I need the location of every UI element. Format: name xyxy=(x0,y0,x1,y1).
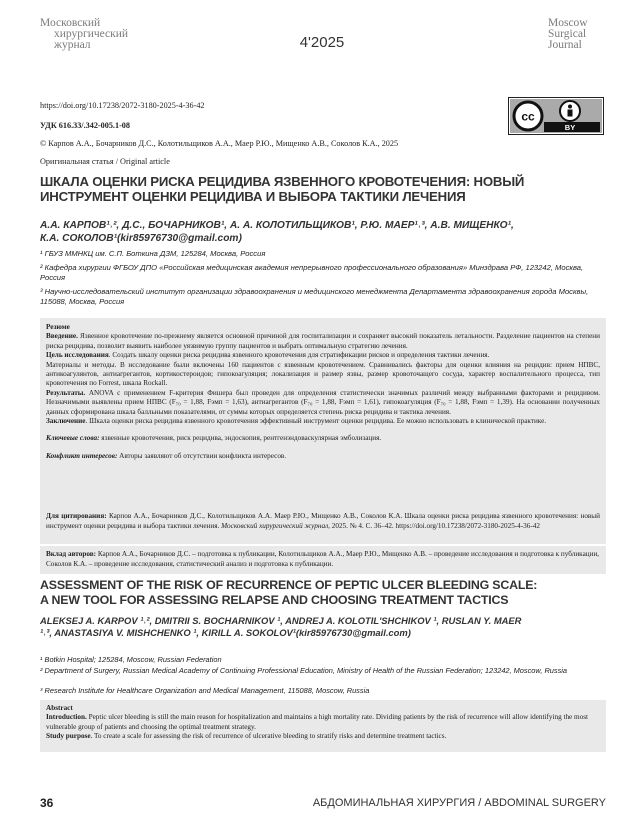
affiliation-en-1: ¹ Botkin Hospital; 125284, Moscow, Russian Federation xyxy=(40,655,222,664)
citation xyxy=(46,512,600,531)
cite-label: Для цитирования: xyxy=(46,512,107,520)
abstract-ru-results xyxy=(46,389,600,417)
contribution-box xyxy=(40,546,606,574)
logo-en-line1: Moscow xyxy=(548,17,588,29)
intro-text: Язвенное кровотечение по-прежнему является основной причиной для госпитализации и сохраняет высокий показатель летальности. Разделение пациентов на степени риска рецидива, позволит выявить наиболее уязвимую группу пациентов и выбрать оптимальную стратегию лечения. xyxy=(46,332,600,350)
aim-label: Цель исследования xyxy=(46,351,109,360)
section-title: АБДОМИНАЛЬНАЯ ХИРУРГИЯ / ABDOMINAL SURGERY xyxy=(312,797,606,809)
en-intro-text: Peptic ulcer bleeding is still the main reason for hospitalization and maintains a high mortality rate. Dividing patients by the risk of recurrence will allow identifying the most vulnerable group of patients and choosing the optimal treatment strategy. xyxy=(46,713,589,731)
conclusion-label: Заключение xyxy=(46,417,86,426)
authors-en-line2: ¹˒³, ANASTASIYA V. MISHCHENKO ¹, KIRILL A. SOKOLOV¹(kir85976730@gmail.com) xyxy=(40,627,411,638)
cite-tail: , 2025. № 4. С. 36–42. https://doi.org/10.17238/2072-3180-2025-4-36-42 xyxy=(328,521,540,530)
journal-logo-en xyxy=(548,18,618,51)
logo-ru-line3: журнал xyxy=(54,39,91,51)
abstract-ru-methods: Материалы и методы. В исследование были включены 160 пациентов с язвенным кровотечением. Сравнивались факторы для оценки влияния на рецидив: прием НПВС, антикоагулянтов, антиагрегантов, кортикостероидов; гипокоагуляция; локализация и размер язвы, размер кровоточащего сосуда, характер воспалительного процесса, тип кровотечения по Forrest, шкала Rockall. xyxy=(46,360,600,388)
authors-ru-line2: К.А. СОКОЛОВ¹(kir85976730@gmail.com) xyxy=(40,233,242,244)
cc-by-license-icon[interactable] xyxy=(508,97,604,135)
conflict xyxy=(46,452,600,461)
abstract-ru-intro xyxy=(46,332,600,351)
abstract-ru xyxy=(46,323,600,461)
abstract-ru-conclusion xyxy=(46,417,600,426)
affiliation-ru-3: ³ Научно-исследовательский институт организации здравоохранения и медицинского менеджмента Департамента здравоохранения города Москвы, 115088, Москва, Россия xyxy=(40,287,589,306)
logo-en-line2: Surgical xyxy=(548,28,587,40)
intro-label: Введение. xyxy=(46,332,78,341)
affiliation-ru-1: ¹ ГБУЗ ММНКЦ им. С.П. Боткина ДЗМ, 125284, Москва, Россия xyxy=(40,249,266,258)
issue-number: 4'2025 xyxy=(299,34,345,51)
title-en-line2: A NEW TOOL FOR ASSESSING RELAPSE AND CHOOSING TREATMENT TACTICS xyxy=(40,593,509,607)
contrib-text: Карпов А.А., Бочарников Д.С. – подготовка к публикации, Колотильщиков А.А., Маер Р.Ю., Мищенко А.В. – проведение исследования и подготовка к публикации, Соколов К.А. – проведение исследования, статистический анализ и подготовка к публикации. xyxy=(46,550,600,568)
abstract-en-box xyxy=(40,700,606,752)
results-label: Результаты. xyxy=(46,388,86,397)
abstract-en-heading-text: Abstract xyxy=(46,704,73,712)
conclusion-text: . Шкала оценки риска рецидива язвенного кровотечения эффективный инструмент оценки рецидива. Ее можно использовать в клинической практике. xyxy=(85,417,547,426)
article-title-ru: ШКАЛА ОЦЕНКИ РИСКА РЕЦИДИВА ЯЗВЕННОГО КРОВОТЕЧЕНИЯ: НОВЫЙ ИНСТРУМЕНТ ОЦЕНКИ РЕЦИДИВА И ВЫБОРА ТАКТИКИ ЛЕЧЕНИЯ xyxy=(40,174,525,204)
keywords-label: Ключевые слова: xyxy=(46,434,100,443)
en-aim-text: . To create a scale for assessing the risk of recurrence of ulcerative bleeding to stratify risks and determine treatment tactics. xyxy=(90,732,447,741)
conflict-text: Авторы заявляют об отсутствии конфликта интересов. xyxy=(117,451,287,460)
keywords-text: язвенные кровотечения, риск рецидива, эндоскопия, рентгенэндоваскулярная эмболизация. xyxy=(99,434,382,443)
abstract-en-intro xyxy=(46,713,600,732)
abstract-en xyxy=(46,704,600,742)
doi-link[interactable]: https://doi.org/10.17238/2072-3180-2025-4-36-42 xyxy=(40,101,205,110)
authors-en-line1: ALEKSEJ A. KARPOV ¹˒², DMITRII S. BOCHARNIKOV ¹, ANDREJ A. KOLOTIL'SHCHIKOV ¹, RUSLAN Y. MAER xyxy=(40,615,522,626)
conflict-label: Конфликт интересов: xyxy=(46,451,118,460)
logo-ru-line2: хирургический xyxy=(54,28,129,40)
affiliation-en-3: ³ Research Institute for Healthcare Organization and Medical Management, 115088, Moscow, Russia xyxy=(40,686,370,695)
en-intro-label: Introduction. xyxy=(46,713,87,722)
copyright: © Карпов А.А., Бочарников Д.С., Колотильщиков А.А., Маер Р.Ю., Мищенко А.В., Соколов К.А., 2025 xyxy=(40,139,399,148)
article-title-en xyxy=(40,578,610,608)
udk-code: УДК 616.33/.342-005.1-08 xyxy=(40,121,130,130)
cite-text: Карпов А.А., Бочарников Д.С., Колотильщиков А.А. Маер Р.Ю., Мищенко А.В., Соколов К.А. Шкала оценки риска рецидива язвенного кровотечения: новый инструмент оценки рецидива и выбора тактики лечения. xyxy=(46,512,600,530)
page-number: 36 xyxy=(40,796,54,810)
logo-ru-line1: Московский xyxy=(40,17,101,29)
contribution xyxy=(46,550,600,569)
svg-text:cc: cc xyxy=(521,109,535,124)
abstract-en-heading xyxy=(46,704,600,713)
affiliation-en-2: ² Department of Surgery, Russian Medical Academy of Continuing Professional Education, Ministry of Health of the Russian Federation; 123242, Moscow, Russia xyxy=(40,666,568,675)
logo-en-line3: Journal xyxy=(548,39,582,51)
title-en-line1: ASSESSMENT OF THE RISK OF RECURRENCE OF PEPTIC ULCER BLEEDING SCALE: xyxy=(40,578,538,592)
citation-box xyxy=(40,508,606,544)
abstract-en-aim xyxy=(46,732,600,741)
results-text: ANOVA с применением F-критерия Фишера был проведен для определения статистически значимых различий между выбранными факторами и рецидивом. Незначимыми выявлены прием НПВС (F₇₀ = 1,88, Fэмп = 1,63), антиагрегантов (F₇₀ = 1,88, Fэмп = 1,61), гипокоагуляция (F₇₀ = 1,88, Fэмп = 1,39). На основании полученных данных сформирована шкала балльными показателями, от суммы которых определяется степень риска рецидива и тактика лечения. xyxy=(46,388,600,416)
abstract-ru-heading: Резюме xyxy=(46,323,70,331)
en-aim-label: Study purpose xyxy=(46,732,91,741)
contrib-label: Вклад авторов: xyxy=(46,550,97,558)
authors-ru-line1: А.А. КАРПОВ¹˒², Д.С., БОЧАРНИКОВ¹, А. А. КОЛОТИЛЬЩИКОВ¹, Р.Ю. МАЕР¹˒³, А.В. МИЩЕНКО¹, xyxy=(40,220,514,231)
affiliation-ru-2: ² Кафедра хирургии ФГБОУ ДПО «Российская медицинская академия непрерывного профессионального образования» Минздрава РФ, 123242, Москва, Россия xyxy=(40,263,584,282)
svg-text:BY: BY xyxy=(564,123,576,132)
authors-ru xyxy=(40,219,610,245)
authors-en xyxy=(40,615,610,639)
aim-text: . Создать шкалу оценки риска рецидива язвенного кровотечения для стратификации рисков и определения тактики лечения. xyxy=(108,351,490,360)
abstract-ru-aim xyxy=(46,351,600,360)
cite-journal: Московский хирургический журнал xyxy=(221,521,329,530)
abstract-ru-box xyxy=(40,318,606,508)
article-type: Оригинальная статья / Original article xyxy=(40,157,170,166)
keywords xyxy=(46,434,600,443)
